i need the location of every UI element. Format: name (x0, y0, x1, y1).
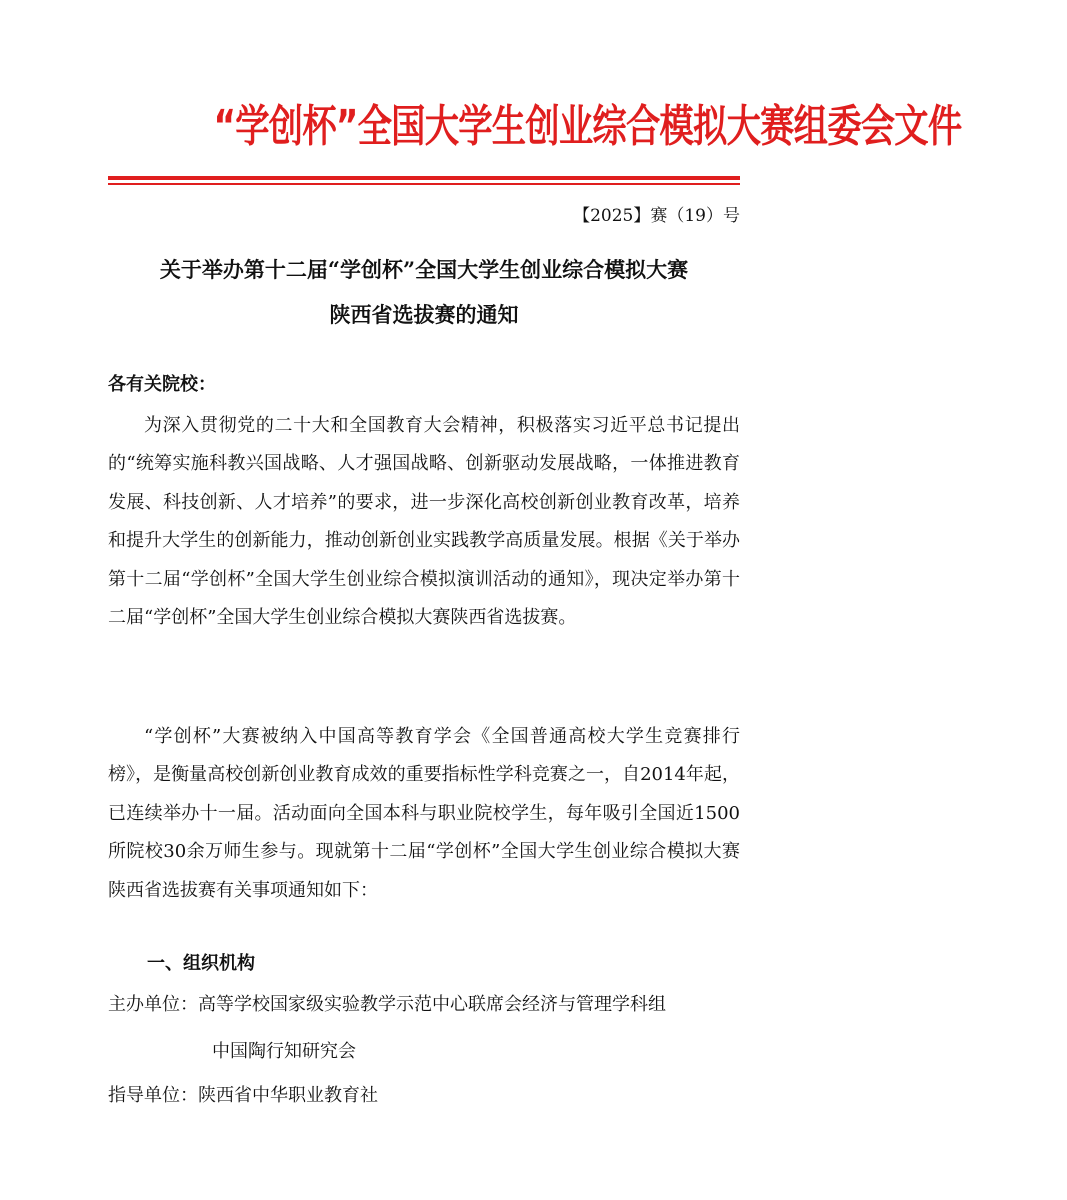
masthead-title: “学创杯”全国大学生创业综合模拟大赛组委会文件 (213, 101, 962, 152)
organizer-primary: 高等学校国家级实验教学示范中心联席会经济与管理学科组 (198, 994, 666, 1015)
section-heading-organization: 一、组织机构 (147, 953, 255, 974)
salutation: 各有关院校： (108, 374, 216, 395)
organizer-row (108, 992, 666, 1018)
notice-title-line1: 关于举办第十二届“学创杯”全国大学生创业综合模拟大赛 (159, 257, 689, 282)
body-paragraph-2: “学创杯”大赛被纳入中国高等教育学会《全国普通高校大学生竞赛排行榜》，是衡量高校创新创业教育成效的重要指标性学科竞赛之一，自2014年起，已连续举办十一届。活动面向全国本科与职业院校学生，每年吸引全国近1500所院校30余万师生参与。现就第十二届“学创杯”全国大学生创业综合模拟大赛陕西省选拔赛有关事项通知如下： (108, 726, 740, 901)
organizer-secondary: 中国陶行知研究会 (212, 1041, 356, 1062)
body-paragraph-1: 为深入贯彻党的二十大和全国教育大会精神，积极落实习近平总书记提出的“统筹实施科教兴国战略、人才强国战略、创新驱动发展战略，一体推进教育发展、科技创新、人才培养”的要求，进一步深化高校创新创业教育改革，培养和提升大学生的创新能力，推动创新创业实践教学高质量发展。根据《关于举办第十二届“学创杯”全国大学生创业综合模拟演训活动的通知》，现决定举办第十二届“学创杯”全国大学生创业综合模拟大赛陕西省选拔赛。 (108, 415, 740, 629)
guidance-row (108, 1083, 378, 1109)
guidance-unit: 陕西省中华职业教育社 (198, 1085, 378, 1106)
guidance-label: 指导单位： (108, 1085, 198, 1106)
masthead-rule-thin (108, 183, 740, 185)
document-number: 【2025】赛（19）号 (573, 206, 740, 226)
masthead-rule-thick (108, 176, 740, 180)
organizer-label: 主办单位： (108, 994, 198, 1015)
notice-title-line2: 陕西省选拔赛的通知 (329, 302, 519, 327)
